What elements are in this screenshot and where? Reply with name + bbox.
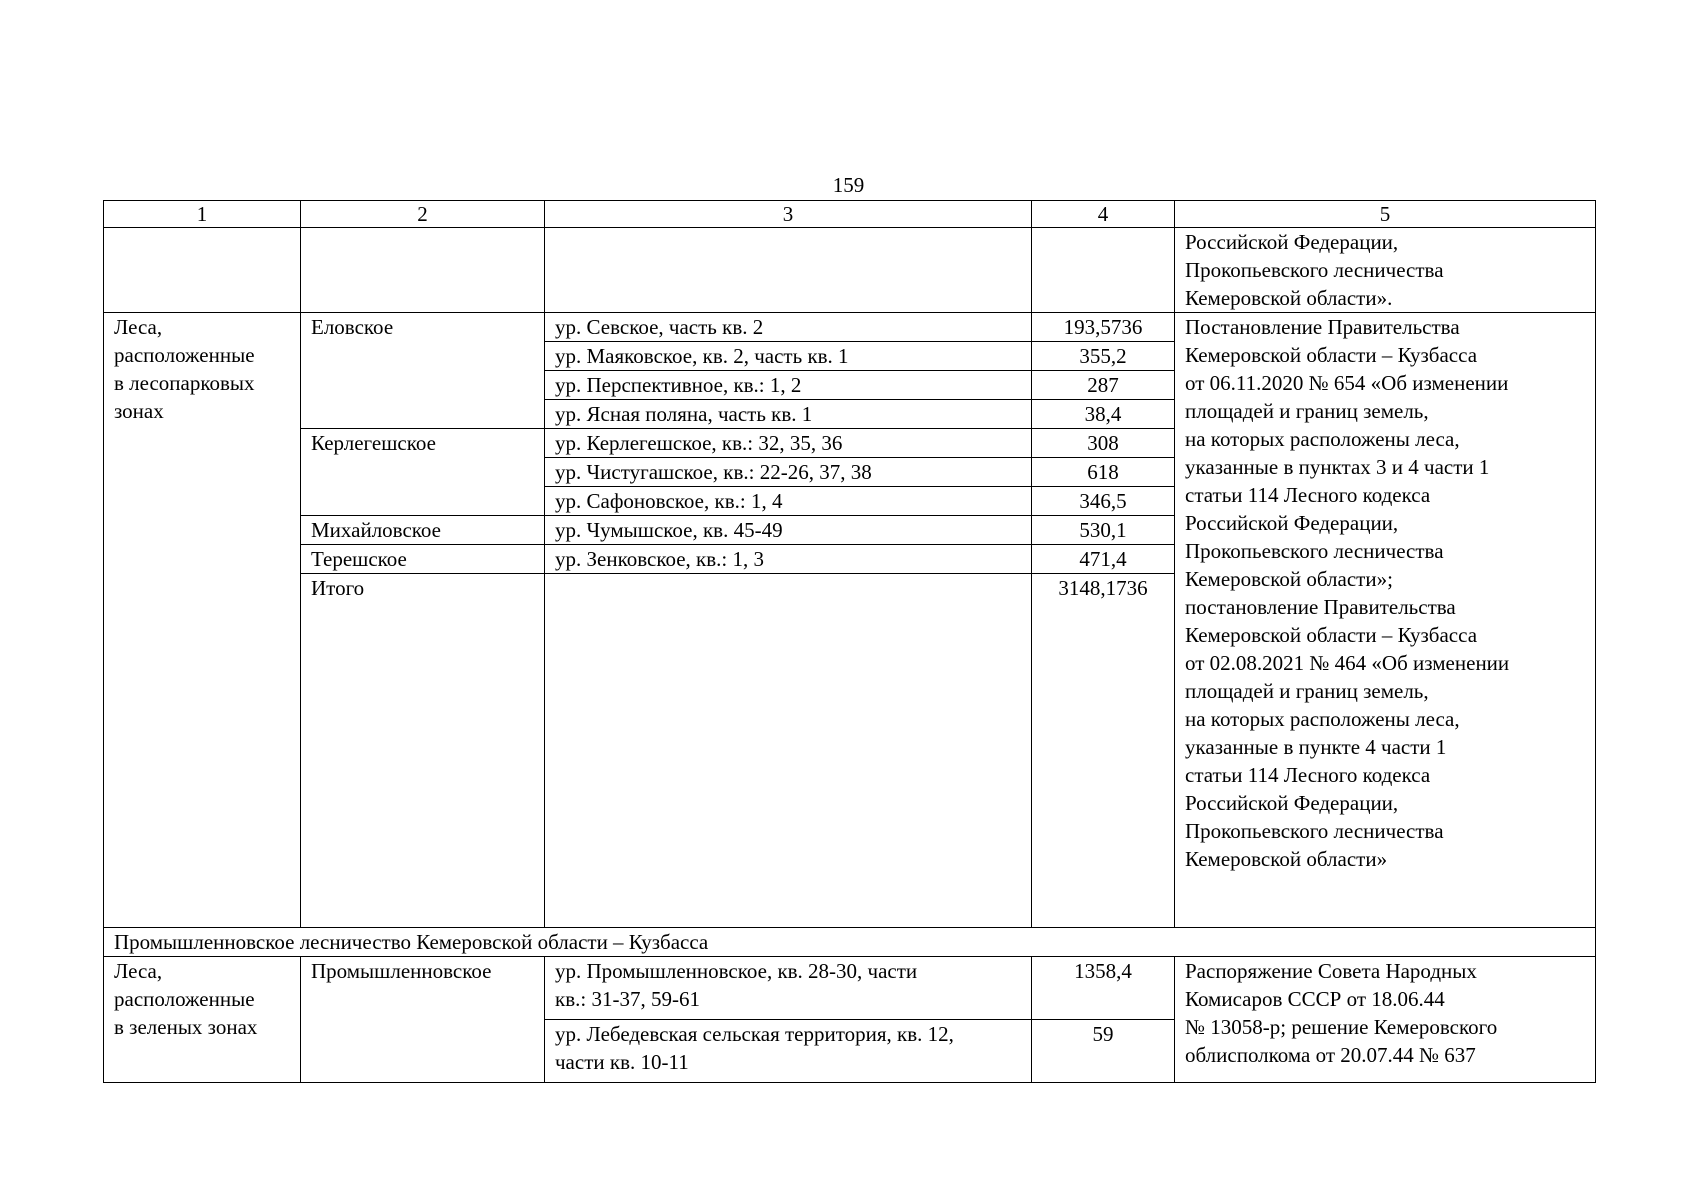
tract-cell: ур. Севское, часть кв. 2 xyxy=(545,313,1032,342)
tract-cell: ур. Перспективное, кв.: 1, 2 xyxy=(545,371,1032,400)
tract-cell: ур. Сафоновское, кв.: 1, 4 xyxy=(545,487,1032,516)
document-cell: Постановление Правительства Кемеровской области – Кузбасса от 06.11.2020 № 654 «Об изменении площадей и границ земель, на которых расположены леса, указанные в пунктах 3 и 4 части 1 статьи 114 Лесного кодекса Российской Федерации, Прокопьевского лесничества Кемеровской области»; постановление Правительства Кемеровской области – Кузбасса от 02.08.2021 № 464 «Об изменении площадей и границ земель, на которых расположены леса, указанные в пункте 4 части 1 статьи 114 Лесного кодекса Российской Федерации, Прокопьевского лесничества Кемеровской области» xyxy=(1175,313,1596,928)
area-cell: 618 xyxy=(1032,458,1175,487)
cont-col-4 xyxy=(1032,228,1175,313)
tract-cell: ур. Промышленновское, кв. 28-30, части кв.: 31-37, 59-61 xyxy=(545,957,1032,1020)
header-row xyxy=(104,201,1596,228)
area-cell: 1358,4 xyxy=(1032,957,1175,1020)
area-cell: 346,5 xyxy=(1032,487,1175,516)
area-cell: 471,4 xyxy=(1032,545,1175,574)
area-cell: 38,4 xyxy=(1032,400,1175,429)
header-col-1: 1 xyxy=(104,201,301,228)
header-col-5: 5 xyxy=(1175,201,1596,228)
tract-cell: ур. Лебедевская сельская территория, кв. 12, части кв. 10-11 xyxy=(545,1020,1032,1083)
continuation-row xyxy=(104,228,1596,313)
forestry-cell: Михайловское xyxy=(301,516,545,545)
header-col-3: 3 xyxy=(545,201,1032,228)
category-cell: Леса, расположенные в лесопарковых зонах xyxy=(104,313,301,928)
tract-cell: ур. Ясная поляна, часть кв. 1 xyxy=(545,400,1032,429)
forestry-cell: Терешское xyxy=(301,545,545,574)
forestry-cell: Керлегешское xyxy=(301,429,545,516)
cont-document-text: Российской Федерации, Прокопьевского лесничества Кемеровской области». xyxy=(1175,228,1596,313)
forest-table xyxy=(103,200,1596,1083)
document-cell: Распоряжение Совета Народных Комисаров СССР от 18.06.44 № 13058-р; решение Кемеровского облисполкома от 20.07.44 № 637 xyxy=(1175,957,1596,1083)
category-cell: Леса, расположенные в зеленых зонах xyxy=(104,957,301,1083)
page-number: 159 xyxy=(832,173,865,197)
area-cell: 287 xyxy=(1032,371,1175,400)
area-cell: 355,2 xyxy=(1032,342,1175,371)
header-col-2: 2 xyxy=(301,201,545,228)
cont-col-2 xyxy=(301,228,545,313)
table-row xyxy=(104,313,1596,342)
cont-col-3 xyxy=(545,228,1032,313)
area-cell: 308 xyxy=(1032,429,1175,458)
area-cell: 193,5736 xyxy=(1032,313,1175,342)
tract-cell: ур. Зенковское, кв.: 1, 3 xyxy=(545,545,1032,574)
area-cell: 59 xyxy=(1032,1020,1175,1083)
tract-cell: ур. Чистугашское, кв.: 22-26, 37, 38 xyxy=(545,458,1032,487)
cont-col-1 xyxy=(104,228,301,313)
forestry-cell: Еловское xyxy=(301,313,545,429)
forestry-cell: Промышленновское xyxy=(301,957,545,1083)
tract-cell: ур. Чумышское, кв. 45-49 xyxy=(545,516,1032,545)
table-row xyxy=(104,957,1596,1020)
section-title: Промышленновское лесничество Кемеровской области – Кузбасса xyxy=(104,928,1596,957)
total-label: Итого xyxy=(301,574,545,928)
total-value: 3148,1736 xyxy=(1032,574,1175,928)
area-cell: 530,1 xyxy=(1032,516,1175,545)
tract-cell: ур. Маяковское, кв. 2, часть кв. 1 xyxy=(545,342,1032,371)
tract-cell-empty xyxy=(545,574,1032,928)
header-col-4: 4 xyxy=(1032,201,1175,228)
section-row xyxy=(104,928,1596,957)
tract-cell: ур. Керлегешское, кв.: 32, 35, 36 xyxy=(545,429,1032,458)
